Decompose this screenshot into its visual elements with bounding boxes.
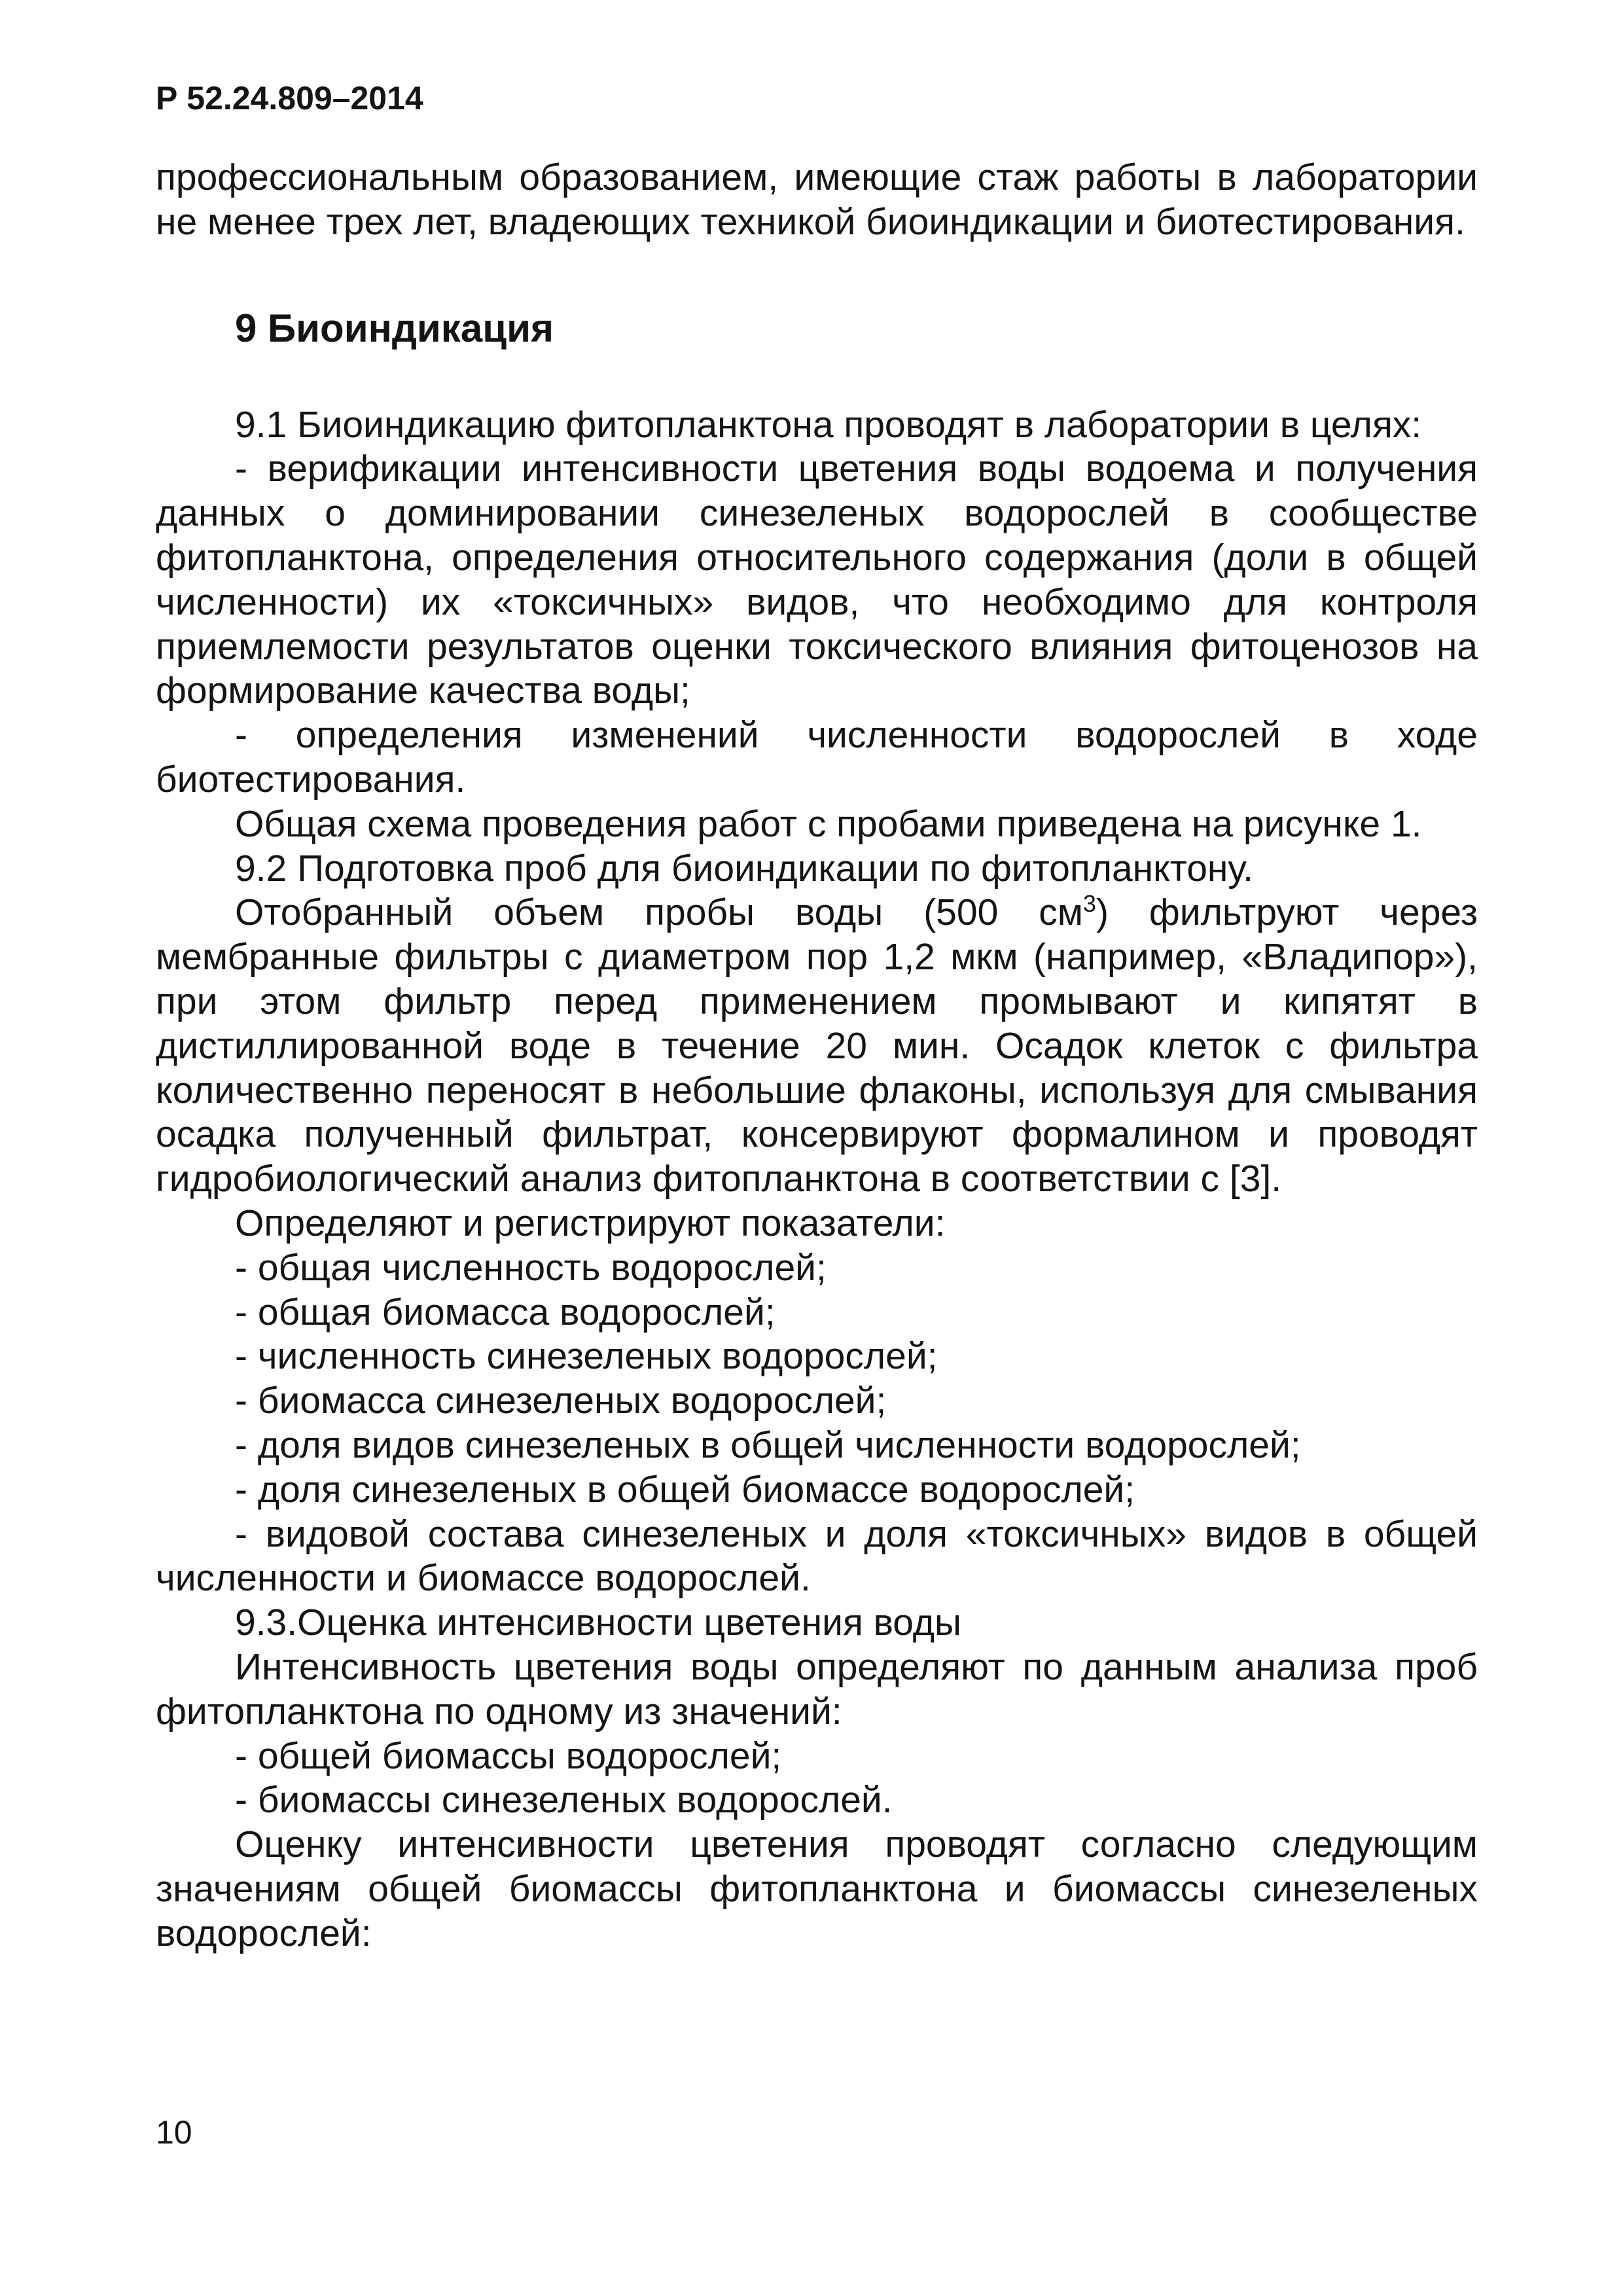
page-number: 10 <box>156 2114 192 2151</box>
indicator-item: - биомасса синезеленых водорослей; <box>235 1380 887 1422</box>
indicator-item: - доля видов синезеленых в общей численности водорослей; <box>235 1424 1301 1466</box>
superscript-3: 3 <box>1082 890 1096 918</box>
list-item-determination: - определения изменений численности водорослей в ходе биотестирования. <box>156 714 1478 800</box>
indicator-item: - общая биомасса водорослей; <box>235 1291 776 1333</box>
paragraph-9-3: 9.3.Оценка интенсивности цветения воды <box>235 1602 961 1644</box>
sample-text-part2: ) фильтруют через мембранные фильтры с диаметром пор 1,2 мкм (например, «Владипор»), при этом фильтр перед применением промывают и кипятят в дистиллированной воде в течение 20 мин. Осадок клеток с фильтра количественно переносят в небольшие флаконы, используя для смывания осадка полученный фильтрат, консервируют формалином и проводят гидробиологический анализ фитопланктона в соответствии с [3]. <box>156 891 1478 1200</box>
indicator-item: - доля синезеленых в общей биомассе водорослей; <box>235 1468 1135 1511</box>
document-code: Р 52.24.809–2014 <box>156 80 423 117</box>
sample-text-part1: Отобранный объем пробы воды (500 см <box>235 891 1083 934</box>
indicator-item: - видовой состава синезеленых и доля «токсичных» видов в общей численности и биомассе водорослей. <box>156 1513 1478 1600</box>
indicator-item: - общая численность водорослей; <box>235 1246 827 1289</box>
paragraph-sample-preparation <box>156 891 1478 1202</box>
paragraph-bloom-intensity: Интенсивность цветения воды определяют по данным анализа проб фитопланктона по одному из значений: <box>156 1645 1478 1732</box>
biomass-item: - общей биомассы водорослей; <box>235 1734 782 1777</box>
section-heading: 9 Биоиндикация <box>235 306 554 350</box>
paragraph-indicators-intro: Определяют и регистрируют показатели: <box>235 1202 946 1244</box>
paragraph-continuation: профессиональным образованием, имеющие стаж работы в лаборатории не менее трех лет, владеющих техникой биоиндикации и биотестирования. <box>156 156 1478 243</box>
paragraph-bloom-assessment: Оценку интенсивности цветения проводят согласно следующим значениям общей биомассы фитопланктона и биомассы синезеленых водорослей: <box>156 1823 1478 1954</box>
biomass-item: - биомассы синезеленых водорослей. <box>235 1779 893 1821</box>
page-body <box>156 156 1478 1956</box>
paragraph-9-1: 9.1 Биоиндикацию фитопланктона проводят в лаборатории в целях: <box>235 403 1422 446</box>
indicator-item: - численность синезеленых водорослей; <box>235 1335 938 1378</box>
paragraph-scheme-reference: Общая схема проведения работ с пробами приведена на рисунке 1. <box>235 802 1422 845</box>
list-item-verification: - верификации интенсивности цветения воды водоема и получения данных о доминировании синезеленых водорослей в сообществе фитопланктона, определения относительного содержания (доли в общей численности) их «токсичных» видов, что необходимо для контроля приемлемости результатов оценки токсического влияния фитоценозов на формирование качества воды; <box>156 448 1478 712</box>
paragraph-9-2: 9.2 Подготовка проб для биоиндикации по фитопланктону. <box>235 847 1254 889</box>
